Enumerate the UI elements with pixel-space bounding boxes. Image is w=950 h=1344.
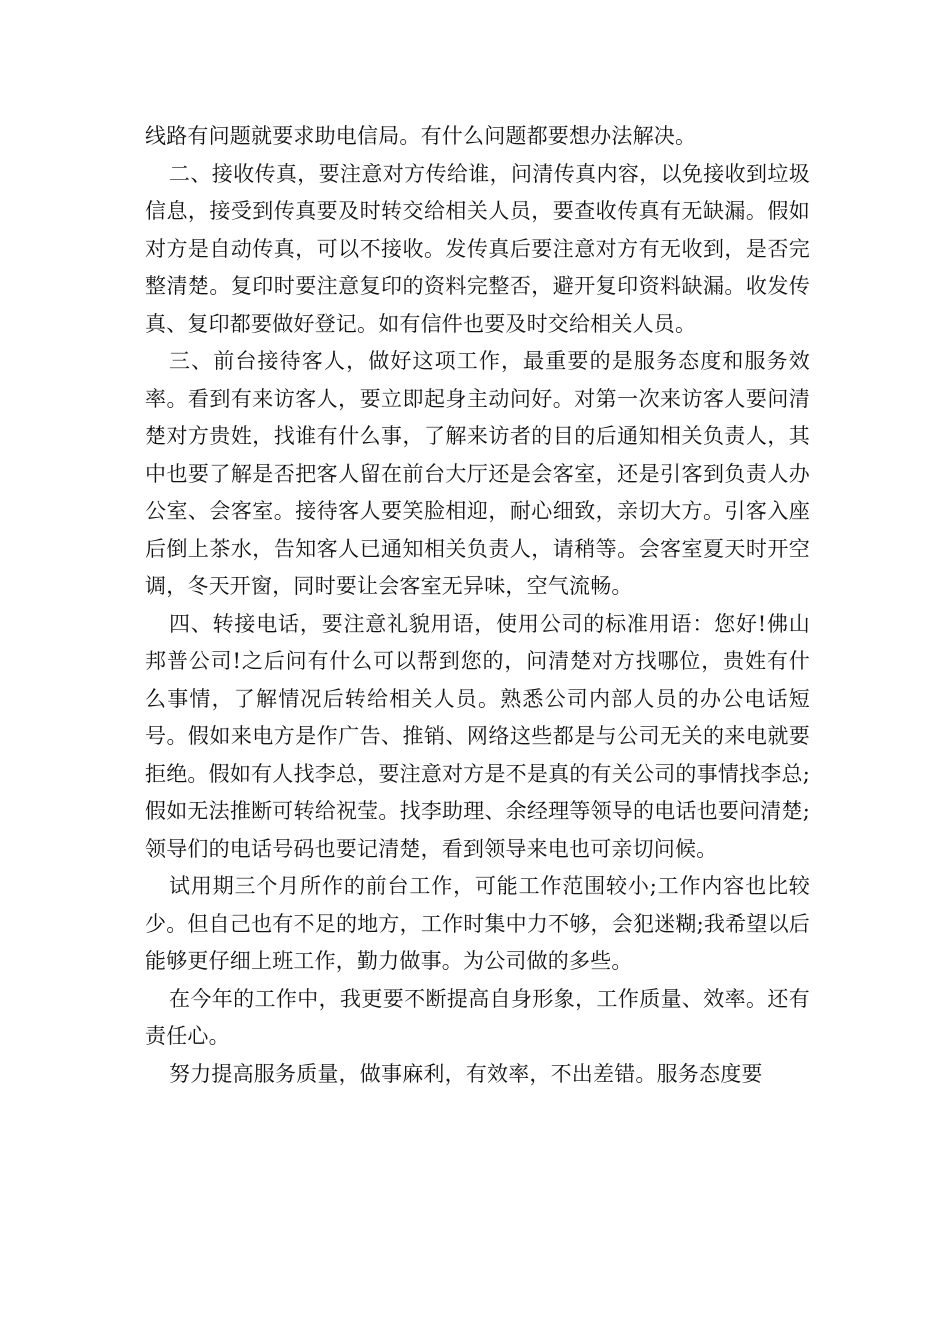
paragraph-6: 在今年的工作中，我更要不断提高自身形象，工作质量、效率。还有责任心。 <box>145 986 810 1048</box>
paragraph-1: 线路有问题就要求助电信局。有什么问题都要想办法解决。 <box>145 124 697 148</box>
paragraph-2: 二、接收传真，要注意对方传给谁，问清传真内容，以免接收到垃圾信息，接受到传真要及时转交给相关人员，要查收传真有无缺漏。假如对方是自动传真，可以不接收。发传真后要注意对方有无收到，是否完整清楚。复印时要注意复印的资料完整否，避开复印资料缺漏。收发传真、复印都要做好登记。如有信件也要及时交给相关人员。 <box>145 161 810 336</box>
document-body <box>145 118 810 1093</box>
paragraph-4: 四、转接电话，要注意礼貌用语，使用公司的标准用语：您好!佛山邦普公司!之后问有什么可以帮到您的，问清楚对方找哪位，贵姓有什么事情，了解情况后转给相关人员。熟悉公司内部人员的办公电话短号。假如来电方是作广告、推销、网络这些都是与公司无关的来电就要拒绝。假如有人找李总，要注意对方是不是真的有关公司的事情找李总;假如无法推断可转给祝莹。找李助理、余经理等领导的电话也要问清楚;领导们的电话号码也要记清楚，看到领导来电也可亲切问候。 <box>145 611 810 861</box>
paragraph-3: 三、前台接待客人，做好这项工作，最重要的是服务态度和服务效率。看到有来访客人，要立即起身主动问好。对第一次来访客人要问清楚对方贵姓，找谁有什么事，了解来访者的目的后通知相关负责人，其中也要了解是否把客人留在前台大厅还是会客室，还是引客到负责人办公室、会客室。接待客人要笑脸相迎，耐心细致，亲切大方。引客入座后倒上茶水，告知客人已通知相关负责人，请稍等。会客室夏天时开空调，冬天开窗，同时要让会客室无异味，空气流畅。 <box>145 349 810 598</box>
paragraph-7: 努力提高服务质量，做事麻利，有效率，不出差错。服务态度要 <box>169 1061 763 1086</box>
paragraph-5: 试用期三个月所作的前台工作，可能工作范围较小;工作内容也比较少。但自己也有不足的地方，工作时集中力不够，会犯迷糊;我希望以后能够更仔细上班工作，勤力做事。为公司做的多些。 <box>145 874 810 973</box>
